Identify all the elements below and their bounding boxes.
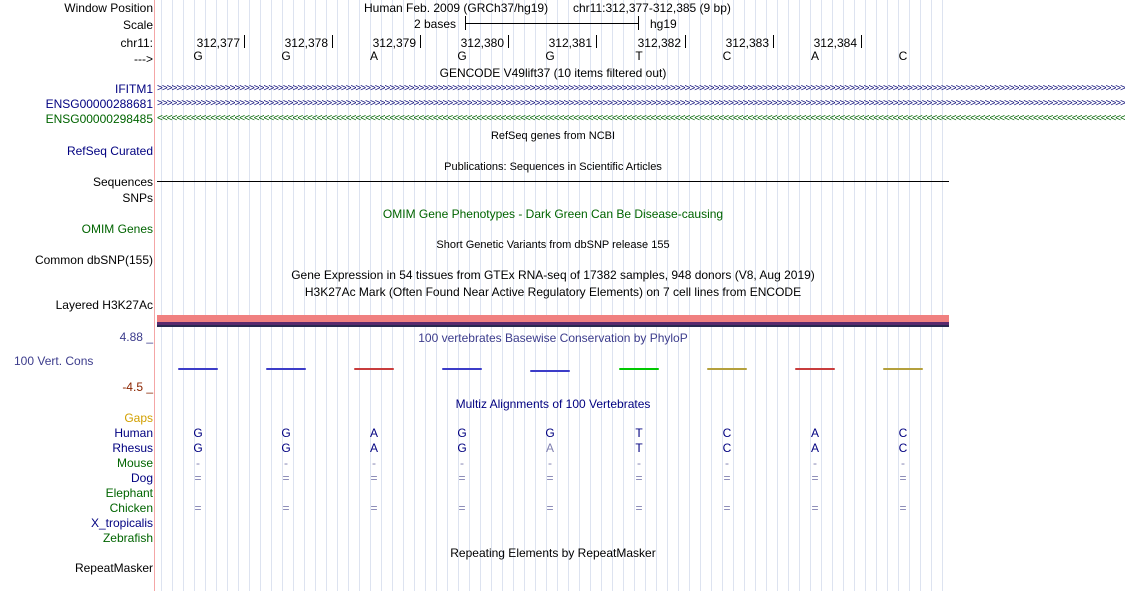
aligned-base: = <box>811 471 819 485</box>
aligned-base: = <box>194 501 202 515</box>
species-label-zebrafish[interactable]: Zebrafish <box>102 531 153 545</box>
gene-label-ensg00000298485[interactable]: ENSG00000298485 <box>45 112 153 126</box>
aligned-base: = <box>458 471 466 485</box>
aligned-base: T <box>635 441 643 455</box>
scale-label: Scale <box>122 18 153 32</box>
species-label-dog[interactable]: Dog <box>130 471 153 485</box>
aligned-base: = <box>370 501 378 515</box>
gtex-track-title[interactable]: Gene Expression in 54 tissues from GTEx RNA-seq of 17382 samples, 948 donors (V8, Aug 2019) <box>291 268 815 282</box>
ruler-position-label: 312,383 <box>725 36 769 50</box>
refseq-track-title[interactable]: RefSeq genes from NCBI <box>490 130 616 142</box>
gene-label-ifitm1[interactable]: IFITM1 <box>115 82 153 96</box>
ruler-tick <box>773 35 774 48</box>
aligned-base: = <box>546 501 554 515</box>
reference-base: A <box>369 49 378 63</box>
aligned-base: G <box>193 426 203 440</box>
ruler-position-label: 312,379 <box>372 36 416 50</box>
aligned-base: G <box>457 441 467 455</box>
aligned-base: A <box>810 441 819 455</box>
aligned-base: = <box>194 471 202 485</box>
common-dbsnp-label[interactable]: Common dbSNP(155) <box>34 253 153 267</box>
aligned-base: G <box>193 441 203 455</box>
aligned-base: = <box>811 501 819 515</box>
phylop-score-bar <box>178 368 218 370</box>
h3k27ac-track-title[interactable]: H3K27Ac Mark (Often Found Near Active Regulatory Elements) on 7 cell lines from ENCODE <box>304 285 802 299</box>
ruler-position-label: 312,381 <box>548 36 592 50</box>
aligned-base: = <box>370 471 378 485</box>
refseq-curated-label[interactable]: RefSeq Curated <box>66 144 153 158</box>
layered-h3k27ac-label[interactable]: Layered H3K27Ac <box>55 298 153 312</box>
reference-base: G <box>545 49 555 63</box>
gene-body-ensg00000298485[interactable]: <<<<<<<<<<<<<<<<<<<<<<<<<<<<<<<<<<<<<<<<<<<<<<<<<<<<<<<<<<<<<<<<<<<<<<<<<<<<<<<<<<<<<<<<<<<<<<<<<<<<<<<<<<<<<<<<<<<<<<<<<<<<<<<<<<<<<<<<<<<<<<<<<<<<<<<<<<<<<<<<<<<<<<<<<<<<<<<<<<<<<<<<<<<<<<<<<<<<<<<< <box>157 113 1125 124</box>
label-column-divider <box>154 0 155 591</box>
phylop-score-bar <box>707 368 747 370</box>
aligned-base: T <box>635 426 643 440</box>
repeatmasker-label[interactable]: RepeatMasker <box>74 561 153 575</box>
snps-label[interactable]: SNPs <box>122 191 153 205</box>
aligned-base: - <box>372 456 376 470</box>
reference-base: C <box>722 49 732 63</box>
ruler-tick <box>685 35 686 48</box>
aligned-base: C <box>898 426 908 440</box>
phylop-track-title[interactable]: 100 vertebrates Basewise Conservation by PhyloP <box>418 331 688 345</box>
gene-label-ensg00000288681[interactable]: ENSG00000288681 <box>45 97 153 111</box>
ruler-tick <box>420 35 421 48</box>
species-label-human[interactable]: Human <box>114 426 153 440</box>
phylop-score-bar <box>795 368 835 370</box>
omim-track-title[interactable]: OMIM Gene Phenotypes - Dark Green Can Be Disease-causing <box>382 207 724 221</box>
ruler-tick <box>332 35 333 48</box>
reference-base: T <box>635 49 643 63</box>
phylop-track-label[interactable]: 100 Vert. Cons <box>14 354 94 368</box>
repeatmasker-track-title[interactable]: Repeating Elements by RepeatMasker <box>450 546 656 560</box>
omim-genes-label[interactable]: OMIM Genes <box>81 222 153 236</box>
sequences-label[interactable]: Sequences <box>92 175 153 189</box>
aligned-base: = <box>723 471 731 485</box>
ruler-position-label: 312,377 <box>196 36 240 50</box>
aligned-base: G <box>281 441 291 455</box>
strand-label: ---> <box>134 52 153 66</box>
reference-base: G <box>281 49 291 63</box>
multiz-track-title[interactable]: Multiz Alignments of 100 Vertebrates <box>455 397 651 411</box>
scale-db: hg19 <box>650 17 677 31</box>
aligned-base: C <box>722 441 732 455</box>
aligned-base: C <box>722 426 732 440</box>
species-label-x_tropicalis[interactable]: X_tropicalis <box>90 516 153 530</box>
aligned-base: = <box>282 501 290 515</box>
aligned-base: = <box>635 501 643 515</box>
publications-track-title[interactable]: Publications: Sequences in Scientific Articles <box>444 161 662 173</box>
ruler-position-label: 312,378 <box>284 36 328 50</box>
h3k27ac-signal-bar[interactable] <box>157 315 949 328</box>
aligned-base: G <box>457 426 467 440</box>
species-label-rhesus[interactable]: Rhesus <box>112 441 153 455</box>
aligned-base: - <box>284 456 288 470</box>
sequence-track-line[interactable] <box>157 181 949 182</box>
aligned-base: - <box>548 456 552 470</box>
phylop-score-bar <box>266 368 306 370</box>
ruler-tick <box>596 35 597 48</box>
ruler-position-label: 312,384 <box>813 36 857 50</box>
aligned-base: G <box>281 426 291 440</box>
assembly-text: Human Feb. 2009 (GRCh37/hg19) <box>364 1 549 15</box>
aligned-base: G <box>545 426 555 440</box>
species-label-chicken[interactable]: Chicken <box>109 501 153 515</box>
phylop-score-bar <box>530 370 570 372</box>
gene-body-ensg00000288681[interactable]: >>>>>>>>>>>>>>>>>>>>>>>>>>>>>>>>>>>>>>>>>>>>>>>>>>>>>>>>>>>>>>>>>>>>>>>>>>>>>>>>>>>>>>>>>>>>>>>>>>>>>>>>>>>>>>>>>>>>>>>>>>>>>>>>>>>>>>>>>>>>>>>>>>>>>>>>>>>>>>>>>>>>>>>>>>>>>>>>>>>>>>>>>>>>>>>>>>>>>>>> <box>157 98 1125 109</box>
phylop-score-bar <box>354 368 394 370</box>
reference-base: A <box>810 49 819 63</box>
scale-bar <box>465 16 639 30</box>
ruler-position-label: 312,380 <box>460 36 504 50</box>
aligned-base: = <box>899 501 907 515</box>
gene-body-ifitm1[interactable]: >>>>>>>>>>>>>>>>>>>>>>>>>>>>>>>>>>>>>>>>>>>>>>>>>>>>>>>>>>>>>>>>>>>>>>>>>>>>>>>>>>>>>>>>>>>>>>>>>>>>>>>>>>>>>>>>>>>>>>>>>>>>>>>>>>>>>>>>>>>>>>>>>>>>>>>>>>>>>>>>>>>>>>>>>>>>>>>>>>>>>>>>>>>>>>>>>>>>>>>> <box>157 83 1125 94</box>
phylop-score-bar <box>619 368 659 370</box>
phylop-max-value: 4.88 _ <box>119 330 153 344</box>
reference-base: G <box>457 49 467 63</box>
scale-text: 2 bases <box>414 17 457 31</box>
phylop-score-bar <box>442 368 482 370</box>
gaps-label[interactable]: Gaps <box>124 411 153 425</box>
aligned-base: - <box>196 456 200 470</box>
ruler-position-label: 312,382 <box>637 36 681 50</box>
position-text: chr11:312,377-312,385 (9 bp) <box>573 1 731 15</box>
aligned-base: = <box>282 471 290 485</box>
aligned-base: = <box>458 501 466 515</box>
species-label-mouse[interactable]: Mouse <box>116 456 153 470</box>
dbsnp-track-title[interactable]: Short Genetic Variants from dbSNP release 155 <box>436 239 670 251</box>
reference-base: G <box>193 49 203 63</box>
aligned-base: = <box>635 471 643 485</box>
reference-base: C <box>898 49 908 63</box>
aligned-base: = <box>899 471 907 485</box>
aligned-base: - <box>460 456 464 470</box>
phylop-score-bar <box>883 368 923 370</box>
aligned-base: A <box>810 426 819 440</box>
window-position-label: Window Position <box>64 1 153 15</box>
phylop-min-value: -4.5 _ <box>122 380 153 394</box>
aligned-base: - <box>813 456 817 470</box>
aligned-base: A <box>369 441 378 455</box>
ruler-tick <box>244 35 245 48</box>
aligned-base: = <box>723 501 731 515</box>
aligned-base: C <box>898 441 908 455</box>
ruler-tick <box>861 35 862 48</box>
chrom-label: chr11: <box>120 36 153 50</box>
aligned-base: A <box>369 426 378 440</box>
ruler-tick <box>508 35 509 48</box>
aligned-base: - <box>637 456 641 470</box>
aligned-base: - <box>725 456 729 470</box>
aligned-base: - <box>901 456 905 470</box>
aligned-base: = <box>546 471 554 485</box>
species-label-elephant[interactable]: Elephant <box>105 486 153 500</box>
aligned-base: A <box>545 441 554 455</box>
gencode-track-title[interactable]: GENCODE V49lift37 (10 items filtered out) <box>439 66 667 80</box>
